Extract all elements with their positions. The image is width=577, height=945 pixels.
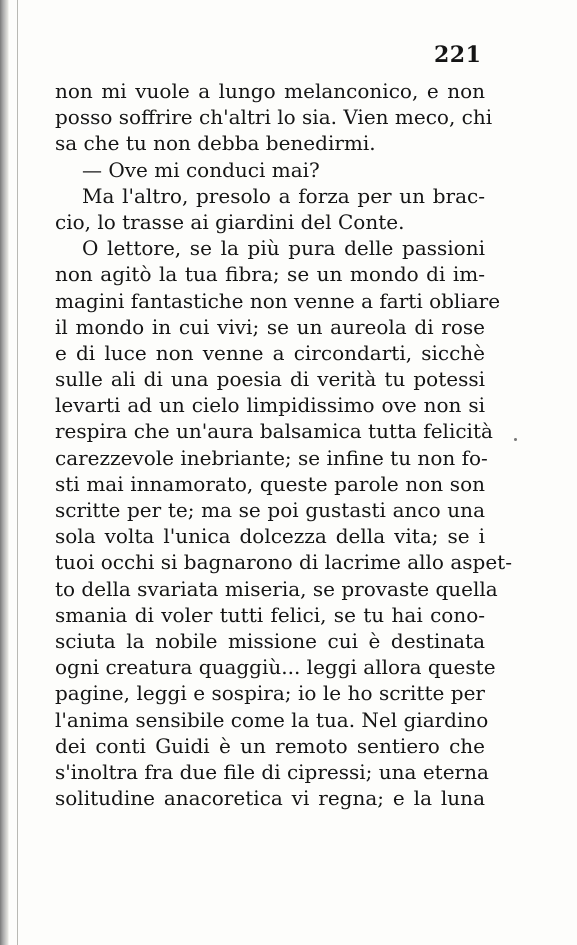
text-line: to della svariata miseria, se provaste quella [55,576,498,601]
text-line: posso soffrire ch'altri lo sia. Vien meco, chi [55,105,493,130]
text-line: l'anima sensibile come la tua. Nel giardino [55,707,489,732]
binding-margin-line [17,0,18,945]
text-line: sti mai innamorato, queste parole non son [55,471,485,496]
text-line: sulle ali di una poesia di verità tu potessi [55,367,485,392]
text-line: tuoi occhi si bagnarono di lacrime allo aspet- [55,550,512,575]
text-line: il mondo in cui vivi; se un aureola di rose [55,314,485,339]
text-line: s'inoltra fra due file di cipressi; una eterna [55,759,489,784]
text-line: sola volta l'unica dolcezza della vita; se i [55,524,485,549]
paper-speck [514,438,517,441]
binding-shadow [0,0,9,945]
body-text [55,78,512,811]
text-line: ogni creatura quaggiù... leggi allora queste [55,655,496,680]
text-line: solitudine anacoretica vi regna; e la luna [55,786,485,811]
text-line: pagine, leggi e sospira; io le ho scritte per [55,681,485,706]
text-line: cio, lo trasse ai giardini del Conte. [55,209,405,234]
text-line: scritte per te; ma se poi gustasti anco una [55,498,485,522]
page-number: 221 [434,42,482,68]
text-line: O lettore, se la più pura delle passioni [82,236,485,261]
text-line: magini fantastiche non venne a farti obliare [55,288,501,313]
text-line: e di luce non venne a circondarti, sicchè [55,340,485,365]
text-line: smania di voler tutti felici, se tu hai cono- [55,602,485,627]
text-line: respira che un'aura balsamica tutta felicità [55,419,493,444]
text-line: sciuta la nobile missione cui è destinata [55,628,485,653]
text-line: non mi vuole a lungo melanconico, e non [55,79,485,103]
dialogue-line: — Ove mi conduci mai? [82,157,320,182]
text-line: levarti ad un cielo limpidissimo ove non si [55,393,485,418]
text-line: Ma l'altro, presolo a forza per un brac- [82,183,485,208]
text-line: carezzevole inebriante; se infine tu non fo- [55,445,488,470]
text-line: sa che tu non debba benedirmi. [55,131,376,156]
text-line: non agitò la tua fibra; se un mondo di im- [55,262,485,287]
text-line: dei conti Guidi è un remoto sentiero che [55,733,485,758]
